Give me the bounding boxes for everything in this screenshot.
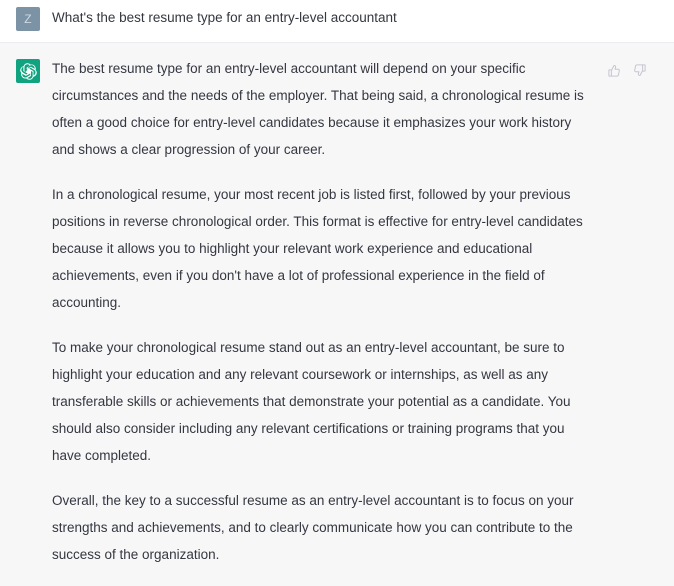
thumbs-up-icon bbox=[607, 63, 622, 78]
user-avatar bbox=[16, 7, 40, 31]
assistant-message-paragraph: To make your chronological resume stand out as an entry-level accountant, be sure to highlight your education and any relevant coursework or internships, as well as any transferable skills or achievements that demonstrate your potential as a candidate. You should also consider including any relevant certifications or training programs that you have completed. bbox=[52, 340, 571, 463]
assistant-message bbox=[0, 43, 674, 586]
openai-logo-icon bbox=[20, 63, 37, 80]
thumbs-down-button[interactable] bbox=[632, 63, 647, 78]
assistant-message-paragraph: Overall, the key to a successful resume as an entry-level accountant is to focus on your strengths and achievements, and to clearly communicate how you can contribute to the success of the organization. bbox=[52, 493, 574, 562]
thumbs-up-button[interactable] bbox=[607, 63, 622, 78]
assistant-message-paragraph: The best resume type for an entry-level accountant will depend on your specific circumstances and the needs of the employer. That being said, a chronological resume is often a good choice for entry-level candidates because it emphasizes your work history and shows a clear progression of your career. bbox=[52, 61, 584, 157]
assistant-avatar bbox=[16, 59, 40, 83]
feedback-actions bbox=[607, 63, 647, 78]
user-message-body bbox=[52, 4, 674, 31]
user-message-paragraph: What's the best resume type for an entry-level accountant bbox=[52, 10, 397, 25]
thumbs-down-icon bbox=[632, 63, 647, 78]
assistant-message-body bbox=[52, 55, 674, 568]
assistant-message-paragraph: In a chronological resume, your most recent job is listed first, followed by your previous positions in reverse chronological order. This format is effective for entry-level candidates because it allows you to highlight your relevant work experience and educational achievements, even if you don't have a lot of professional experience in the field of accounting. bbox=[52, 187, 583, 310]
user-avatar-initial: Z bbox=[24, 12, 32, 26]
user-message bbox=[0, 0, 674, 43]
